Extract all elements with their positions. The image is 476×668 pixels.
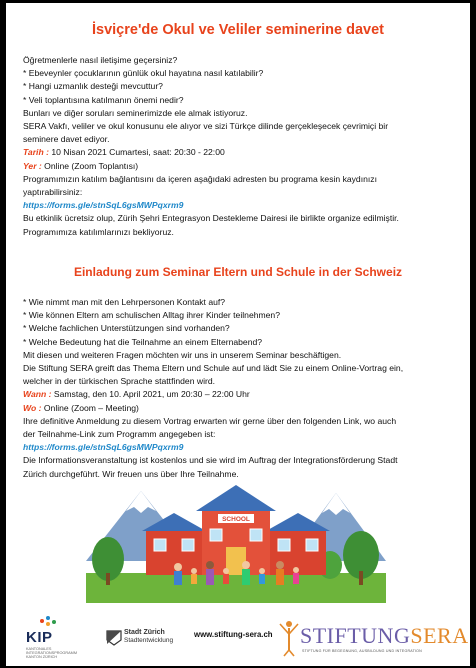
de-place-value: Online (Zoom – Meeting) [41, 402, 139, 413]
tr-outro: Programımıza katılımlarınızı bekliyoruz. [23, 226, 174, 237]
tr-date-label: Tarih : [23, 147, 49, 158]
turkish-body [23, 54, 463, 239]
de-place-label: Wo : [23, 402, 42, 413]
de-question: * Wie können Eltern am schulischen Alltag ihrer Kinder teilnehmen? [23, 310, 280, 321]
sera-logo-part-a: STIFTUNG [300, 623, 411, 648]
stiftung-sera-logo [278, 618, 469, 658]
website-link[interactable]: www.stiftung-sera.ch [194, 630, 273, 639]
footer [6, 609, 470, 664]
flyer-page [6, 3, 470, 666]
tr-outro: Bu etkinlik ücretsiz olup, Zürih Şehri Entegrasyon Destekleme Dairesi ile birlikte organize edilmiştir. [23, 213, 399, 224]
tr-intro: Bunları ve diğer soruları seminerimizde ele almak istiyoruz. [23, 107, 248, 118]
stadt-zurich-logo [106, 627, 186, 651]
tr-question: * Veli toplantısına katılmanın önemi nedir? [23, 94, 184, 105]
de-question: * Wie nimmt man mit den Lehrpersonen Kontakt auf? [23, 297, 226, 307]
de-place-line [23, 402, 463, 415]
zurich-shield-icon [106, 630, 122, 646]
tr-place-value: Online (Zoom Toplantısı) [41, 160, 139, 171]
german-body [23, 296, 463, 481]
tr-intro: SERA Vakfı, veliler ve okul konusunu ele alıyor ve sizi Türkçe dilinde gerçekleşecek çevrimiçi bir [23, 121, 389, 132]
tr-registration: yaptırabilirsiniz: [23, 187, 83, 198]
de-date-value: Samstag, den 10. April 2021, um 20:30 – 22:00 Uhr [51, 389, 250, 400]
tr-date-value: 10 Nisan 2021 Cumartesi, saat: 20:30 - 22:00 [48, 147, 225, 158]
sera-logo-part-b: SERA [410, 623, 469, 648]
de-intro: Mit diesen und weiteren Fragen möchten wir uns in unserem Seminar beschäftigen. [23, 349, 342, 360]
school-illustration [86, 481, 386, 603]
kip-logo [26, 617, 96, 660]
turkish-title: İsviçre'de Okul ve Veliler seminerine davet [92, 22, 384, 38]
tr-intro: seminere davet ediyor. [23, 134, 110, 145]
de-registration-link[interactable]: https://forms.gle/stnSqL6gsMWPqxrm9 [23, 442, 184, 453]
de-registration: der Teilnahme-Link zum Programm angegeben ist: [23, 429, 216, 440]
de-date-label: Wann : [23, 389, 52, 400]
tr-registration-link[interactable]: https://forms.gle/stnSqL6gsMWPqxrm9 [23, 200, 184, 211]
de-question: * Welche fachlichen Unterstützungen sind vorhanden? [23, 323, 230, 334]
de-intro: Die Stiftung SERA greift das Thema Eltern und Schule auf und lädt Sie zu einem Online-Vortrag ein, [23, 363, 404, 374]
tr-question: Öğretmenlerle nasıl iletişime geçersiniz? [23, 55, 178, 65]
tr-question: * Ebeveynler çocuklarının günlük okul hayatına nasıl katılabilir? [23, 68, 264, 79]
kip-logo-subtext: KANTONALES INTEGRATIONSPROGRAMM KANTON ZÜRICH [26, 647, 77, 660]
sera-logo-subtext: STIFTUNG FÜR BEGEGNUNG, AUSBILDUNG UND INTEGRATION [302, 649, 422, 653]
de-registration: Ihre definitive Anmeldung zu diesem Vortrag erwarten wir gerne über den folgenden Link, wo auch [23, 415, 397, 426]
kip-logo-text: KIP [26, 629, 53, 646]
de-date-line [23, 388, 463, 401]
tr-registration: Programımızın katılım bağlantısını da içeren aşağıdaki adresten bu programa kesin kaydınızı [23, 173, 377, 184]
school-sign: SCHOOL [222, 516, 250, 523]
de-outro: Zürich durchgeführt. Wir freuen uns über Ihre Teilnahme. [23, 468, 239, 479]
tr-date-line [23, 146, 463, 159]
sera-figure-icon [278, 618, 300, 658]
zurich-logo-line2: Stadtentwicklung [124, 637, 174, 644]
sera-logo-text [300, 623, 469, 649]
de-intro: welcher in der türkischen Sprache stattfinden wird. [23, 376, 216, 387]
tr-place-label: Yer : [23, 160, 42, 171]
german-title: Einladung zum Seminar Eltern und Schule in der Schweiz [73, 265, 403, 279]
tr-question: * Hangi uzmanlık desteği mevcuttur? [23, 81, 163, 92]
tr-place-line [23, 160, 463, 173]
de-question: * Welche Bedeutung hat die Teilnahme an einem Elternabend? [23, 336, 263, 347]
de-outro: Die Informationsveranstaltung ist kostenlos und sie wird im Auftrag der Integrationsförderung Stadt [23, 455, 398, 466]
zurich-logo-line1: Stadt Zürich [124, 629, 165, 636]
